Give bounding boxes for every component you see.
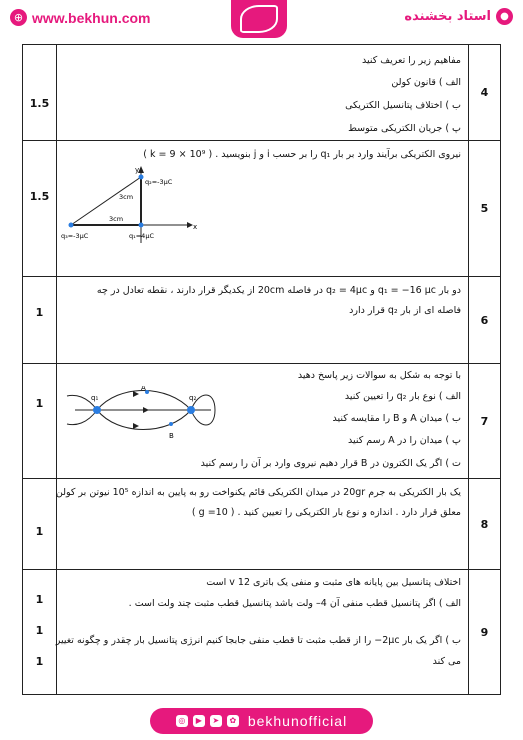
brand-name — [404, 8, 513, 25]
arrow-icon — [143, 407, 149, 413]
question-part: ت ) اگر یک الکترون در B قرار دهیم نیروی وارد بر آن را رسم کنید — [200, 458, 461, 469]
question-text: با توجه به شکل به سوالات زیر پاسخ دهید — [297, 370, 461, 381]
globe-icon: ⊕ — [10, 9, 27, 26]
question-row-9 — [22, 569, 501, 695]
arrow-icon — [133, 423, 139, 429]
question-text: دو بار q₁ = −16 μc و q₂ = 4μc در فاصله 20cm از یکدیگر قرار دارند ، نقطه تعادل در چه — [96, 285, 461, 296]
question-row-7 — [22, 363, 501, 479]
youtube-icon[interactable]: ▶ — [193, 715, 205, 727]
charge-left — [69, 223, 74, 228]
website-text: www.bekhun.com — [32, 9, 151, 26]
q1-label: q₁ — [91, 394, 99, 402]
charge-top — [139, 175, 144, 180]
question-part: ب ) اختلاف پتانسیل الکتریکی — [345, 100, 461, 111]
question-text: یک بار الکتریکی به جرم 20gr در میدان الکتریکی قائم یکنواخت رو به پایین به اندازه 10⁵ نیوتن بر کولن — [55, 487, 461, 498]
score-cell: 1 — [23, 277, 57, 363]
field-lines-diagram — [63, 386, 223, 444]
instagram-icon[interactable]: ◎ — [176, 715, 188, 727]
score-cell: 1 1 1 — [23, 570, 57, 694]
horizontal-distance-label: 3cm — [109, 215, 124, 223]
triangle-hypotenuse — [71, 177, 141, 225]
question-row-4 — [22, 44, 501, 141]
charges-triangle-diagram — [59, 163, 199, 253]
question-part: می کند — [432, 656, 461, 667]
q2-label: q₂ — [189, 394, 197, 402]
arrow-icon — [133, 391, 139, 397]
question-number: 4 — [468, 45, 500, 140]
brand-text: استاد بخشنده — [404, 9, 491, 24]
telegram-icon[interactable]: ➤ — [210, 715, 222, 727]
question-number: 9 — [468, 570, 500, 694]
question-part: ب ) اگر یک بار 2μc− را از قطب مثبت تا قطب منفی جابجا کنیم انرژی پتانسیل بار چقدر و چگونه تغییر — [55, 635, 461, 646]
diagonal-distance-label: 3cm — [119, 193, 134, 201]
question-text: معلق قرار دارد . اندازه و نوع بار الکتریکی را تعیین کنید . ( g =10 ) — [191, 507, 461, 518]
social-footer[interactable] — [150, 708, 373, 734]
social-handle: bekhunofficial — [247, 713, 348, 729]
question-part: الف ) نوع بار q₂ را تعیین کنید — [344, 391, 461, 402]
brand-logo — [231, 0, 287, 38]
aparat-icon[interactable]: ✿ — [227, 715, 239, 727]
question-body — [56, 277, 469, 363]
question-part: پ ) جریان الکتریکی متوسط — [348, 123, 461, 134]
score-cell: 1.5 — [23, 141, 57, 276]
question-number: 7 — [468, 364, 500, 478]
point-b-label: B — [169, 432, 174, 440]
question-body — [56, 45, 469, 140]
score-cell: 1 — [23, 479, 57, 569]
person-icon: ● — [496, 8, 513, 25]
question-number: 6 — [468, 277, 500, 363]
question-body — [56, 570, 469, 694]
field-line-lower — [97, 410, 191, 430]
question-part: الف ) قانون کولن — [391, 77, 461, 88]
question-part: پ ) میدان را در A رسم کنید — [347, 435, 461, 446]
y-axis-label: y — [135, 166, 140, 174]
field-line-upper — [97, 391, 191, 411]
question-row-8 — [22, 478, 501, 570]
question-part: ب ) میدان A و B را مقایسه کنید — [332, 413, 461, 424]
logo-icon — [240, 5, 278, 33]
question-text: اختلاف پتانسیل بین پایانه های مثبت و منفی یک باتری 12 v است — [206, 577, 461, 588]
point-b — [169, 422, 173, 426]
score-cell: 1 — [23, 364, 57, 478]
charge-right — [139, 223, 144, 228]
website-link[interactable] — [10, 9, 151, 26]
question-part: الف ) اگر پتانسیل قطب منفی آن 4– ولت باشد پتانسیل قطب مثبت چند ولت است . — [128, 598, 461, 609]
field-line-left-down — [67, 410, 97, 425]
charge-left-label: q₃=-3μC — [61, 232, 89, 240]
charge-q1 — [93, 406, 101, 414]
charge-top-label: q₂=-3μC — [145, 178, 173, 186]
question-row-5 — [22, 140, 501, 277]
score-cell: 1.5 — [23, 45, 57, 140]
charge-q2 — [187, 406, 195, 414]
question-number: 8 — [468, 479, 500, 569]
point-a-label: A — [141, 386, 146, 392]
x-axis-label: x — [193, 223, 198, 231]
question-row-6 — [22, 276, 501, 364]
question-text: نیروی الکتریکی برآیند وارد بر بار q₁ را بر حسب i و j بنویسید . ( k = 9 × 10⁹ ) — [143, 149, 461, 160]
page-header — [0, 0, 523, 38]
question-text: مفاهیم زیر را تعریف کنید — [362, 55, 461, 66]
charge-right-label: q₁=4μC — [129, 232, 154, 240]
question-text: فاصله ای از بار q₂ قرار دارد — [349, 305, 461, 316]
question-number: 5 — [468, 141, 500, 276]
question-body — [56, 479, 469, 569]
